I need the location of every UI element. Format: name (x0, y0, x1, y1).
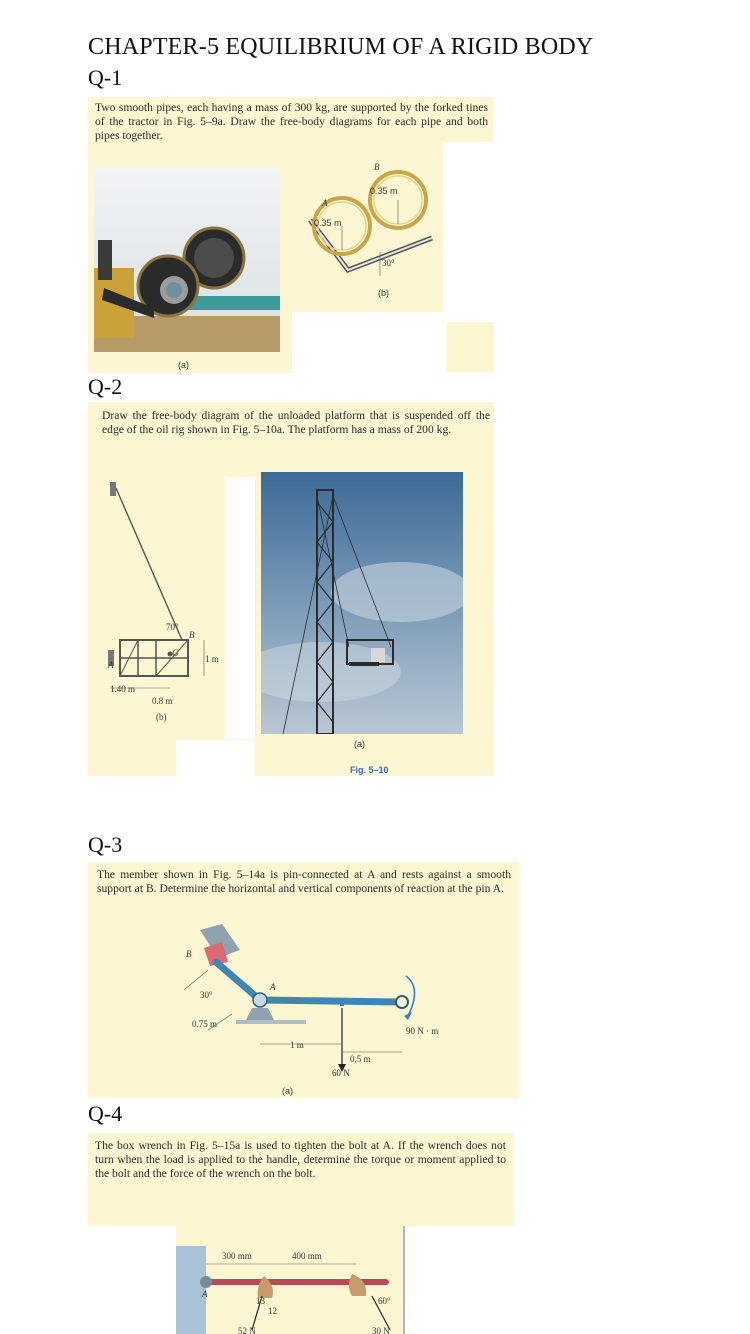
q3-text: The member shown in Fig. 5–14a is pin-connected at A and rests against a smooth support at B. Determine the horizontal and vertical components of reaction at the pin A. (97, 868, 511, 895)
q1-panel-gap (292, 312, 443, 373)
svg-text:1 m: 1 m (205, 654, 219, 664)
svg-text:13: 13 (256, 1296, 265, 1306)
svg-text:0.8 m: 0.8 m (152, 696, 173, 706)
svg-text:1 m: 1 m (290, 1040, 304, 1050)
svg-text:60°: 60° (378, 1296, 391, 1306)
svg-text:A: A (108, 660, 114, 670)
q2-diagram-platform (96, 480, 224, 730)
q2-captions (350, 736, 420, 778)
q1-heading: Q-1 (88, 65, 123, 90)
q1-fig-a-label (175, 358, 195, 372)
q1-panel-fragment (446, 322, 494, 372)
svg-text:30°: 30° (200, 990, 213, 1000)
q1-diagram-pipes (300, 160, 440, 305)
svg-text:0.5 m: 0.5 m (350, 1054, 371, 1064)
q2-panel-gap (176, 740, 254, 776)
svg-text:B: B (186, 949, 192, 959)
svg-text:A: A (270, 982, 276, 992)
svg-text:30 N: 30 N (372, 1326, 390, 1334)
svg-text:(b): (b) (156, 712, 167, 722)
q2-heading: Q-2 (88, 374, 123, 399)
q1-text: Two smooth pipes, each having a mass of 300 kg, are supported by the forked tines of the tractor in Fig. 5–9a. Draw the free-body diagrams for each pipe and both pipes together. (95, 101, 488, 142)
svg-text:60 N: 60 N (332, 1068, 350, 1078)
svg-text:A: A (322, 198, 328, 208)
svg-text:70°: 70° (166, 622, 179, 632)
svg-text:B: B (189, 630, 195, 640)
q2-text: Draw the free-body diagram of the unloaded platform that is suspended off the edge of the oil rig shown in Fig. 5–10a. The platform has a mass of 200 kg. (102, 409, 490, 436)
q4-text: The box wrench in Fig. 5–15a is used to tighten the bolt at A. If the wrench does not turn when the load is applied to the handle, determine the torque or moment applied to the bolt and the force of the wrench on the bolt. (95, 1139, 506, 1180)
q4-heading: Q-4 (88, 1101, 123, 1126)
svg-text:Fig. 5–10: Fig. 5–10 (350, 765, 389, 775)
svg-text:(a): (a) (354, 739, 365, 749)
q4-diagram-wrench (176, 1226, 405, 1334)
q1-photo-tractor (94, 168, 280, 352)
svg-text:12: 12 (268, 1306, 277, 1316)
svg-text:0.35 m: 0.35 m (370, 186, 398, 196)
svg-text:0.75 m: 0.75 m (192, 1019, 218, 1029)
svg-text:0.35 m: 0.35 m (314, 218, 342, 228)
q2-panel-gap-2 (225, 477, 255, 739)
chapter-title: CHAPTER-5 EQUILIBRIUM OF A RIGID BODY (88, 34, 594, 60)
q3-diagram-member (170, 920, 460, 1100)
svg-text:A: A (202, 1289, 208, 1299)
svg-text:90 N · m: 90 N · m (406, 1026, 439, 1036)
svg-text:(b): (b) (378, 288, 389, 298)
svg-text:B: B (374, 162, 380, 172)
svg-text:52 N: 52 N (238, 1326, 256, 1334)
q3-heading: Q-3 (88, 832, 123, 857)
svg-text:(a): (a) (178, 360, 189, 370)
svg-text:(a): (a) (282, 1086, 293, 1096)
svg-text:G: G (172, 648, 179, 658)
svg-text:400 mm: 400 mm (292, 1251, 322, 1261)
q2-photo-oil-rig (261, 472, 463, 734)
svg-text:1.40 m: 1.40 m (110, 684, 136, 694)
svg-text:300 mm: 300 mm (222, 1251, 252, 1261)
svg-text:30°: 30° (382, 258, 395, 268)
